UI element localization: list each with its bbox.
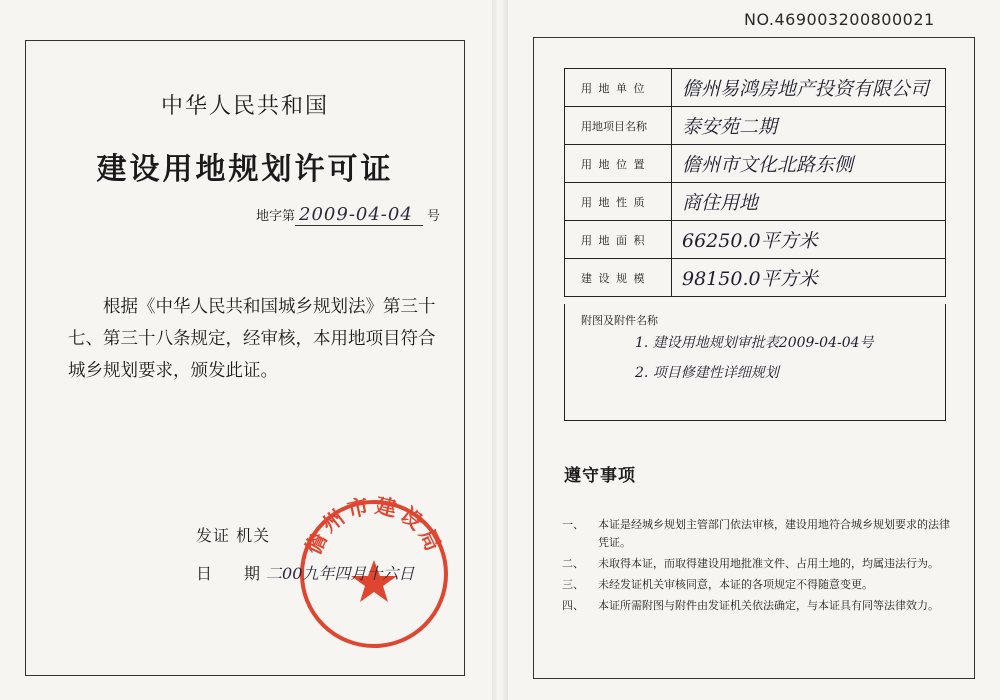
row-label: 用 地 单 位 xyxy=(565,69,672,107)
row-label: 用 地 性 质 xyxy=(565,183,672,221)
note-text: 未经发证机关审核同意，本证的各项规定不得随意变更。 xyxy=(598,578,873,591)
attachments-box xyxy=(564,304,946,421)
notes-title: 遵守事项 xyxy=(564,466,636,486)
row-label: 用 地 面 积 xyxy=(565,221,672,259)
list-item xyxy=(562,555,957,573)
table-row xyxy=(565,145,946,183)
country-heading: 中华人民共和国 xyxy=(160,94,329,119)
note-number: 二、 xyxy=(562,557,584,570)
row-label: 建 设 规 模 xyxy=(565,259,672,297)
row-value: 98150.0平方米 xyxy=(672,259,946,297)
date-label: 日 期 xyxy=(196,564,261,583)
right-page xyxy=(533,37,975,679)
note-number: 一、 xyxy=(562,518,584,531)
table-row xyxy=(565,221,946,259)
table-row xyxy=(565,69,946,107)
attachment-item: 2. 项目修建性详细规划 xyxy=(635,365,779,381)
page-gutter xyxy=(492,0,508,700)
row-label: 用地项目名称 xyxy=(565,107,672,145)
certificate-number xyxy=(256,204,440,226)
seal-text: 儋州市建设局 xyxy=(301,494,447,559)
table-row xyxy=(565,107,946,145)
list-item xyxy=(562,576,957,594)
list-item xyxy=(562,597,957,615)
note-number: 四、 xyxy=(562,599,584,612)
row-value: 泰安苑二期 xyxy=(672,107,946,145)
notes-list xyxy=(562,516,957,618)
row-value: 商住用地 xyxy=(672,183,946,221)
note-text: 本证是经城乡规划主管部门依法审核，建设用地符合城乡规划要求的法律凭证。 xyxy=(598,518,950,549)
number-prefix: 地字第 xyxy=(256,209,296,224)
land-info-table xyxy=(564,68,946,297)
attachments-label: 附图及附件名称 xyxy=(581,314,658,327)
list-item xyxy=(562,516,957,552)
note-number: 三、 xyxy=(562,578,584,591)
row-value: 儋州市文化北路东侧 xyxy=(672,145,946,183)
row-label: 用 地 位 置 xyxy=(565,145,672,183)
serial-number: NO.469003200800021 xyxy=(744,10,935,29)
issuer-label: 发证 机关 xyxy=(196,526,271,545)
table-row xyxy=(565,259,946,297)
certificate-title: 建设用地规划许可证 xyxy=(96,152,394,187)
date-value: 二00九年四月十六日 xyxy=(266,564,415,583)
note-text: 未取得本证，而取得建设用地批准文件、占用土地的，均属违法行为。 xyxy=(598,557,939,570)
row-value: 66250.0平方米 xyxy=(672,221,946,259)
left-page xyxy=(25,40,465,676)
number-value: 2009-04-04 xyxy=(295,204,423,226)
number-suffix: 号 xyxy=(427,209,441,224)
attachment-item: 1. 建设用地规划审批表2009-04-04号 xyxy=(635,335,874,351)
issue-date xyxy=(196,561,414,584)
legal-basis-text: 根据《中华人民共和国城乡规划法》第三十七、第三十八条规定，经审核，本用地项目符合城乡规划要求，颁发此证。 xyxy=(68,297,436,381)
table-row xyxy=(565,183,946,221)
row-value: 儋州易鸿房地产投资有限公司 xyxy=(672,69,946,107)
note-text: 本证所需附图与附件由发证机关依法确定，与本证具有同等法律效力。 xyxy=(598,599,939,612)
